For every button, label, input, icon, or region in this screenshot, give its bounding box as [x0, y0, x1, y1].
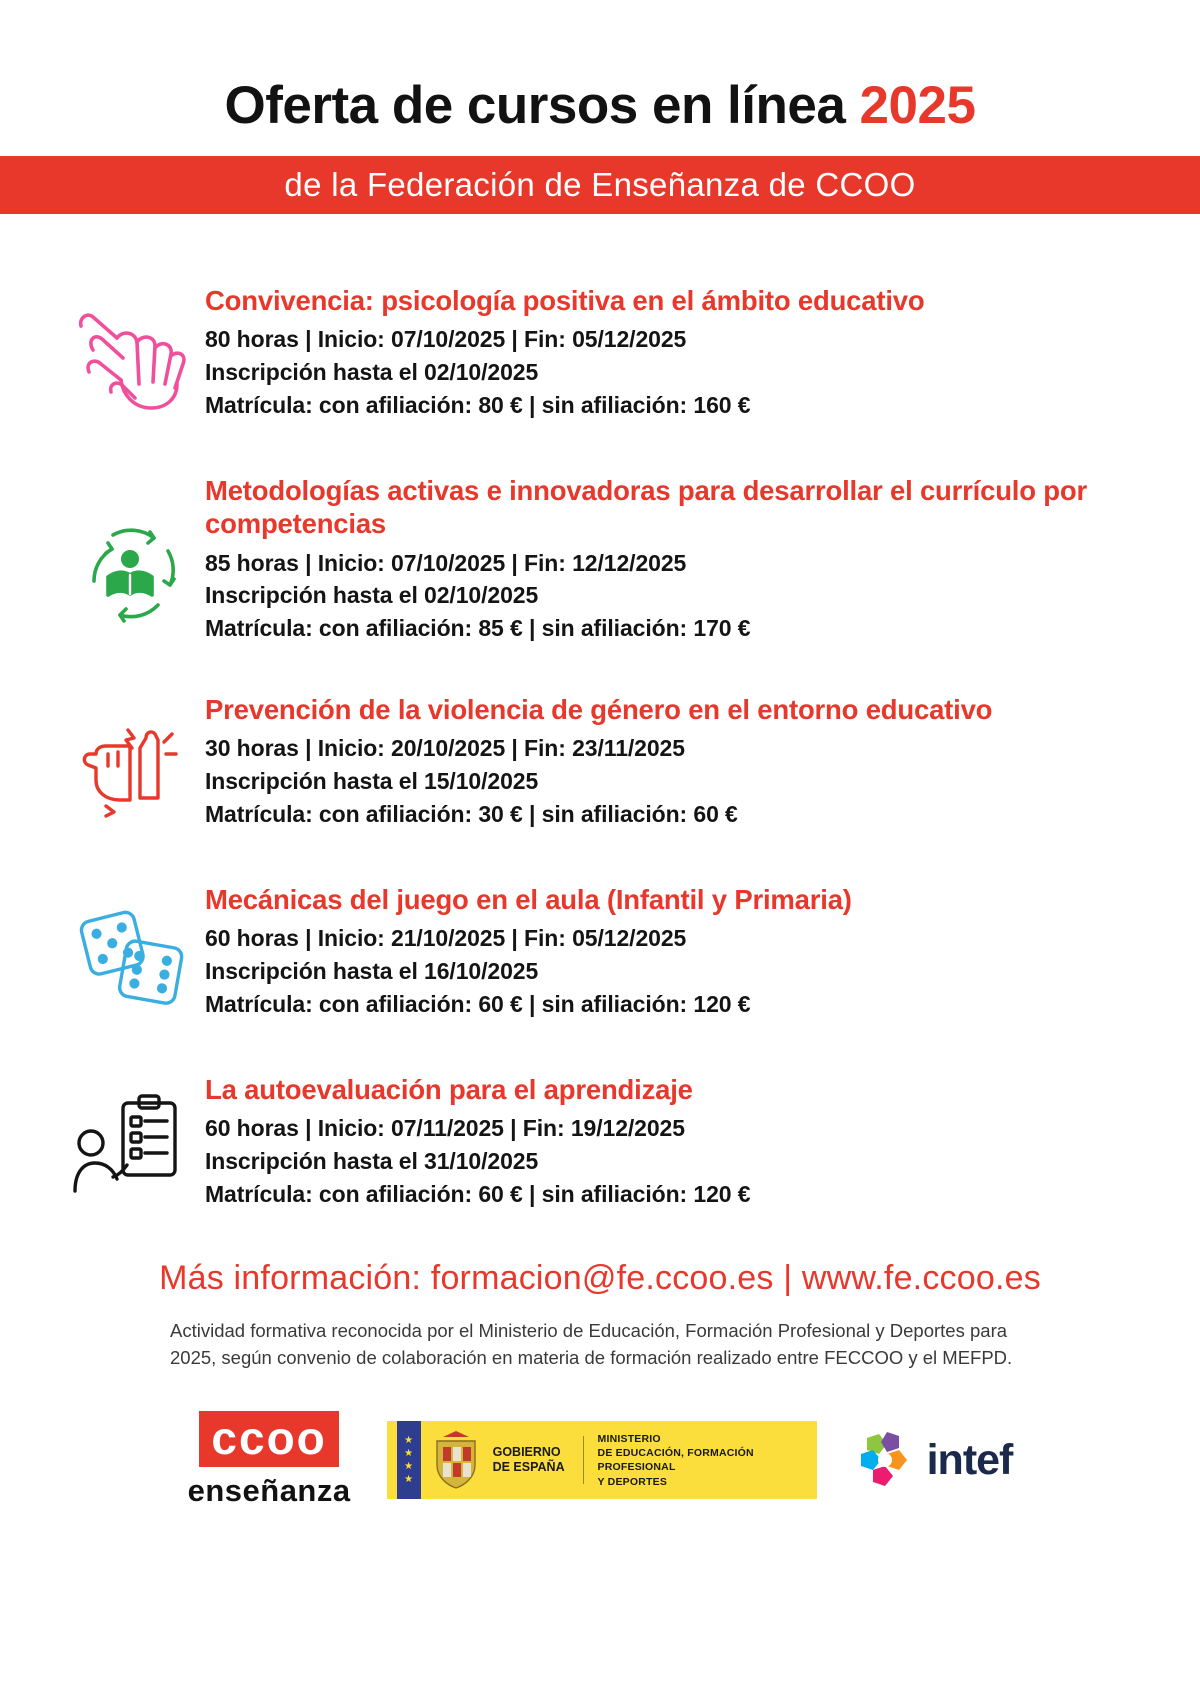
- divider: [583, 1436, 584, 1484]
- intef-wordmark: intef: [926, 1435, 1013, 1484]
- course-enrollment: Inscripción hasta el 02/10/2025: [205, 358, 539, 385]
- course-item: [55, 280, 1160, 426]
- course-fees: Matrícula: con afiliación: 60 € | sin afiliación: 120 €: [205, 1180, 751, 1207]
- ministerio-text: [598, 1432, 817, 1489]
- course-enrollment: Inscripción hasta el 16/10/2025: [205, 957, 539, 984]
- course-title: Mecánicas del juego en el aula (Infantil y Primaria): [205, 883, 852, 915]
- person-checklist-icon: [55, 1075, 205, 1215]
- course-fees: Matrícula: con afiliación: 30 € | sin afiliación: 60 €: [205, 800, 738, 827]
- course-enrollment: Inscripción hasta el 02/10/2025: [205, 582, 539, 609]
- page-title: [0, 0, 1200, 134]
- ccoo-logo: [188, 1411, 351, 1509]
- course-fees: Matrícula: con afiliación: 80 € | sin afiliación: 160 €: [205, 391, 751, 418]
- course-item: [55, 470, 1160, 645]
- fist-stop-violence-icon: [55, 695, 205, 835]
- gobierno-line-2: DE ESPAÑA: [492, 1460, 565, 1475]
- course-title: Convivencia: psicología positiva en el ámbito educativo: [205, 284, 925, 316]
- course-item: [55, 689, 1160, 835]
- course-title: La autoevaluación para el aprendizaje: [205, 1073, 693, 1105]
- course-hours-dates: 60 horas | Inicio: 07/11/2025 | Fin: 19/12/2025: [205, 1115, 685, 1142]
- ministerio-line-1: MINISTERIO: [597, 1432, 661, 1445]
- course-body: [205, 280, 924, 422]
- course-body: [205, 879, 852, 1021]
- hands-together-icon: [55, 286, 205, 426]
- ccoo-logo-main: ccoo: [199, 1411, 338, 1467]
- person-reading-book-icon: [55, 504, 205, 644]
- page-subtitle: de la Federación de Enseñanza de CCOO: [284, 165, 916, 203]
- ministerio-line-2: DE EDUCACIÓN, FORMACIÓN PROFESIONAL: [597, 1447, 754, 1474]
- more-info-line[interactable]: Más información: formacion@fe.ccoo.es | www.fe.ccoo.es: [159, 1258, 1041, 1297]
- star-icon: ★: [404, 1447, 414, 1459]
- course-hours-dates: 60 horas | Inicio: 21/10/2025 | Fin: 05/12/2025: [205, 925, 687, 952]
- dice-icon: [55, 885, 205, 1025]
- star-icon: ★: [404, 1473, 414, 1485]
- course-enrollment: Inscripción hasta el 15/10/2025: [205, 767, 539, 794]
- gobierno-text: [493, 1445, 565, 1476]
- course-title: Prevención de la violencia de género en el entorno educativo: [205, 693, 993, 725]
- gobierno-de-espana-logo: [387, 1421, 817, 1499]
- logo-row: [0, 1411, 1200, 1509]
- course-fees: Matrícula: con afiliación: 85 € | sin afiliación: 170 €: [205, 615, 751, 642]
- course-fees: Matrícula: con afiliación: 60 € | sin afiliación: 120 €: [205, 990, 751, 1017]
- course-item: [55, 1069, 1160, 1215]
- star-icon: ★: [404, 1460, 414, 1472]
- gobierno-line-1: GOBIERNO: [492, 1444, 561, 1459]
- course-list: [0, 280, 1200, 1215]
- intef-mark-icon: [853, 1428, 919, 1492]
- disclaimer-text: Actividad formativa reconocida por el Ministerio de Educación, Formación Profesional y Deportes para 2025, según convenio de colaboración en materia de formación realizado entre FECCOO y el MEFPD.: [170, 1319, 1013, 1368]
- subtitle-band: [0, 156, 1200, 214]
- ministerio-line-3: Y DEPORTES: [597, 1475, 668, 1488]
- star-icon: ★: [404, 1434, 414, 1446]
- course-item: [55, 879, 1160, 1025]
- intef-logo: [853, 1428, 1013, 1492]
- course-title: Metodologías activas e innovadoras para desarrollar el currículo por competencias: [205, 474, 1087, 540]
- course-body: [205, 1069, 750, 1211]
- course-body: [205, 689, 992, 831]
- course-body: [205, 470, 1160, 645]
- course-enrollment: Inscripción hasta el 31/10/2025: [205, 1147, 539, 1174]
- page-title-main: Oferta de cursos en línea: [224, 76, 860, 135]
- eu-flag-icon: [397, 1421, 421, 1499]
- ccoo-logo-sub: enseñanza: [187, 1473, 351, 1509]
- spain-coat-of-arms-icon: [429, 1429, 483, 1491]
- course-hours-dates: 80 horas | Inicio: 07/10/2025 | Fin: 05/12/2025: [205, 326, 687, 353]
- page-title-year: 2025: [859, 76, 976, 135]
- course-hours-dates: 30 horas | Inicio: 20/10/2025 | Fin: 23/11/2025: [205, 735, 685, 762]
- course-hours-dates: 85 horas | Inicio: 07/10/2025 | Fin: 12/12/2025: [205, 549, 687, 576]
